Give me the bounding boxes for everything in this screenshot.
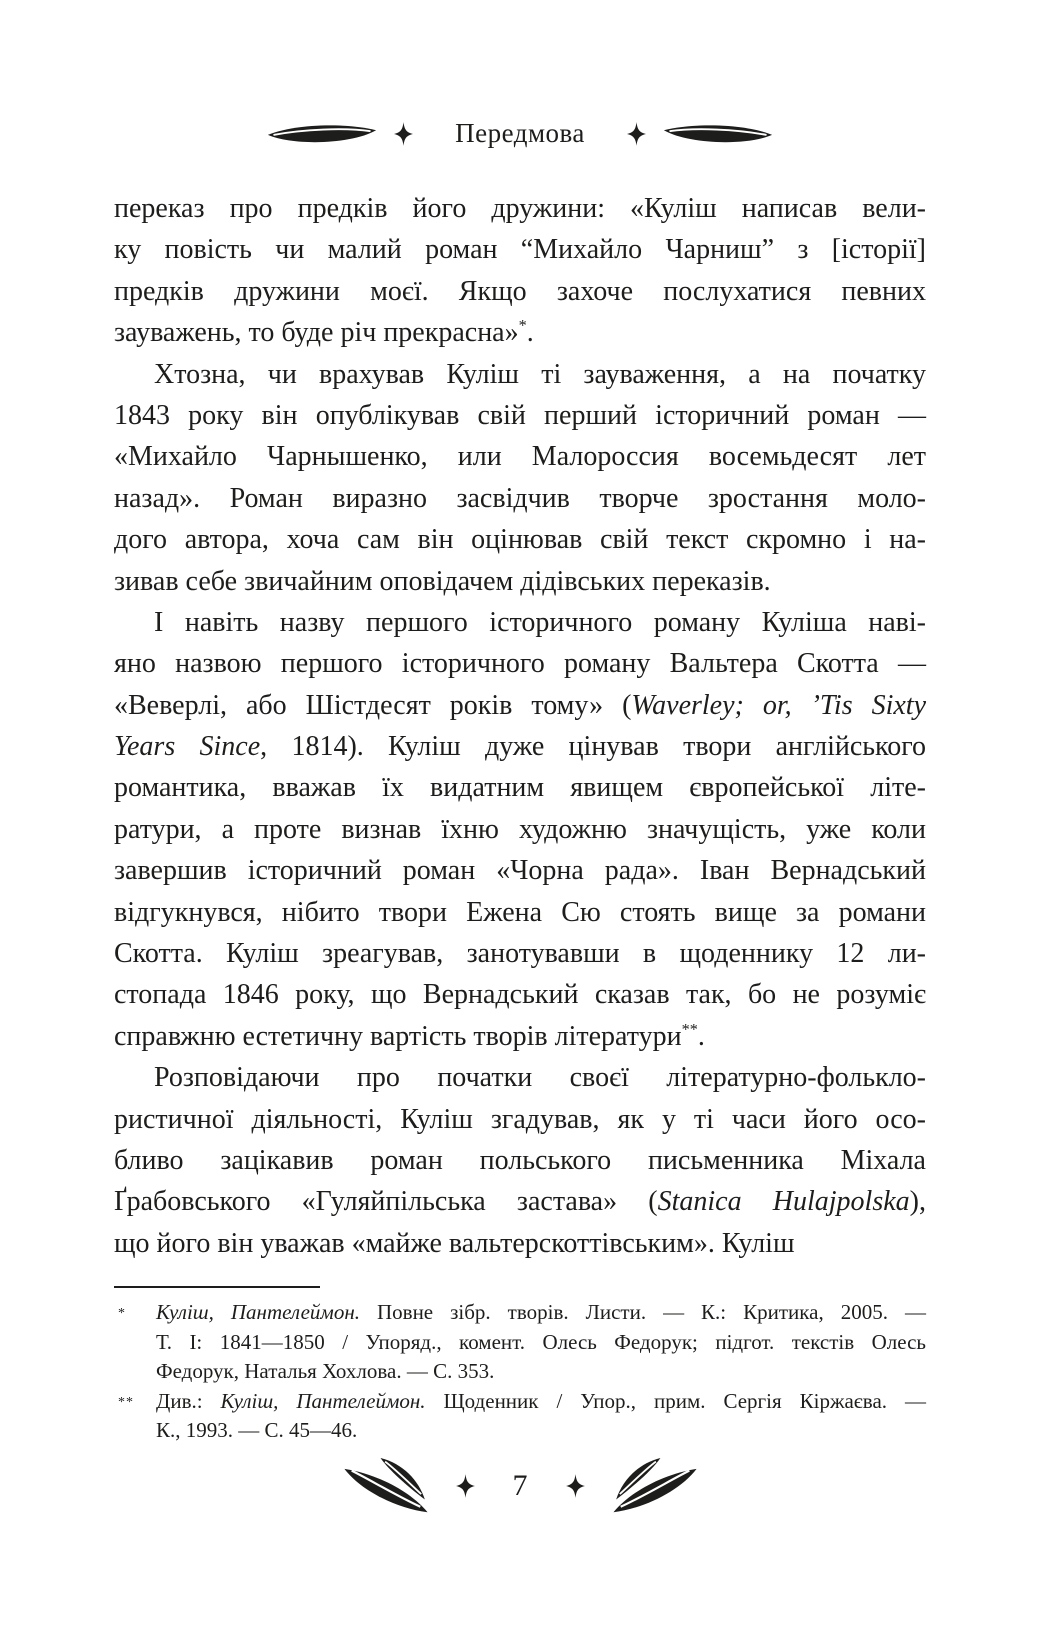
footnote-line: [156, 1357, 926, 1387]
text-line: [114, 188, 926, 229]
text-line: [114, 229, 926, 270]
footnote-line: [156, 1387, 926, 1417]
leaf-sprig-left: [340, 1458, 432, 1514]
text-segment: дого автора, хоча сам він оцінював свій текст скромно і на-: [114, 524, 926, 556]
paragraph: [114, 1057, 926, 1264]
text-segment: Щоденник / Упор., прим. Сергія Кіржаєва. —: [425, 1388, 926, 1413]
text-segment: що його він уважав «майже вальтерскоттівським». Куліш: [114, 1227, 795, 1259]
text-line: [114, 478, 926, 519]
text-segment: І навіть назву першого історичного роману Куліша наві-: [154, 606, 926, 638]
footnote-marker: **: [118, 1394, 134, 1410]
text-line: [114, 974, 926, 1015]
star-ornament-footer-right: [566, 1471, 585, 1501]
text-segment: завершив історичний роман «Чорна рада». Іван Вернадський: [114, 855, 926, 887]
page-footer: [0, 1458, 1040, 1514]
text-segment: зауважень, то буде річ прекрасна»: [114, 317, 519, 349]
text-line: [114, 312, 926, 353]
text-segment: Stanica Hulajpolska: [657, 1186, 910, 1218]
text-line: [114, 643, 926, 684]
page-number: 7: [512, 1469, 528, 1502]
text-line: [114, 519, 926, 560]
text-line: [114, 1223, 926, 1264]
text-segment: Т. І: 1841—1850 / Упоряд., комент. Олесь Федорук; підгот. текстів Олесь: [156, 1329, 926, 1354]
text-segment: яно назвою першого історичного роману Вальтера Скотта —: [114, 648, 926, 680]
star-ornament-left: [394, 119, 413, 149]
text-line: [114, 602, 926, 643]
leaf-ornament-right: [662, 121, 774, 147]
text-segment: , 1814). Куліш дуже цінував твори англійського: [260, 731, 927, 763]
footnote-line: [156, 1416, 926, 1446]
text-segment: Ґрабовського «Гуляйпільська застава» (: [114, 1186, 658, 1218]
text-segment: Хтозна, чи врахував Куліш ті зауваження, а на початку: [154, 358, 926, 390]
text-line: [114, 809, 926, 850]
text-segment: справжню естетичну вартість творів літератури: [114, 1020, 682, 1052]
text-line: [114, 436, 926, 477]
text-segment: стопада 1846 року, що Вернадський сказав так, бо не розуміє: [114, 979, 926, 1011]
leaf-sprig-right: [609, 1458, 701, 1514]
footnote-ref-marker: *: [518, 316, 527, 335]
chapter-title: Передмова: [455, 118, 585, 148]
paragraph: [114, 188, 926, 354]
text-segment: романтика, вважав їх видатним явищем європейської літе-: [114, 772, 926, 804]
text-segment: ристичної діяльності, Куліш згадував, як у ті часи його осо-: [114, 1103, 926, 1135]
text-segment: ку повість чи малий роман “Михайло Чарниш” з [історії]: [114, 234, 926, 266]
text-segment: Скотта. Куліш зреагував, занотувавши в щоденнику 12 ли-: [114, 938, 926, 970]
text-segment: відгукнувся, нібито твори Ежена Сю стоять вище за романи: [114, 896, 926, 928]
leaf-ornament-left: [266, 121, 378, 147]
footnote-line: [156, 1298, 926, 1328]
text-segment: .: [526, 317, 534, 349]
text-segment: ),: [909, 1186, 926, 1218]
text-segment: Куліш, Пантелеймон.: [156, 1300, 360, 1324]
text-line: [114, 1057, 926, 1098]
footnote-ref-marker: **: [681, 1020, 698, 1039]
body-text: [114, 188, 926, 1264]
footnote-item: [114, 1298, 926, 1387]
text-line: [114, 767, 926, 808]
paragraph: [114, 354, 926, 602]
text-segment: Куліш, Пантелеймон.: [220, 1388, 426, 1413]
text-segment: назад». Роман виразно засвідчив творче зростання моло-: [114, 482, 926, 514]
text-line: [114, 850, 926, 891]
paragraph: [114, 602, 926, 1057]
chapter-header: [0, 118, 1040, 149]
text-segment: .: [697, 1020, 705, 1052]
text-segment: Див.:: [156, 1388, 221, 1413]
text-line: [114, 726, 926, 767]
text-line: [114, 354, 926, 395]
text-line: [114, 1140, 926, 1181]
text-segment: Федорук, Наталья Хохлова. — С. 353.: [156, 1359, 495, 1384]
text-segment: Years Since: [114, 731, 261, 763]
text-line: [114, 1099, 926, 1140]
text-segment: К., 1993. — С. 45—46.: [156, 1418, 358, 1443]
text-segment: Повне зібр. творів. Листи. — К.: Критика, 2005. —: [360, 1300, 926, 1324]
footnote-marker: *: [118, 1306, 126, 1321]
text-line: [114, 685, 926, 726]
footnote-item: [114, 1387, 926, 1446]
text-line: [114, 1181, 926, 1222]
text-segment: «Веверлі, або Шістдесят років тому» (: [114, 689, 632, 721]
footnote-line: [156, 1328, 926, 1358]
text-segment: Waverley; or, ’Tis Sixty: [631, 689, 926, 721]
text-segment: ратури, а проте визнав їхню художню значущість, уже коли: [114, 813, 926, 845]
text-line: [114, 395, 926, 436]
star-ornament-right: [627, 119, 646, 149]
text-line: [114, 271, 926, 312]
text-segment: переказ про предків його дружини: «Куліш написав вели-: [114, 193, 926, 224]
footnotes: [114, 1298, 926, 1446]
text-line: [114, 1016, 926, 1057]
text-line: [114, 933, 926, 974]
text-segment: зивав себе звичайним оповідачем дідівських переказів.: [114, 565, 771, 597]
text-segment: предків дружини моєї. Якщо захоче послухатися певних: [114, 275, 926, 307]
text-segment: «Михайло Чарнышенко, или Малороссия восемьдесят лет: [114, 441, 926, 473]
star-ornament-footer-left: [456, 1471, 475, 1501]
text-segment: Розповідаючи про початки своєї літературно-фолькло-: [154, 1062, 926, 1094]
text-segment: 1843 року він опублікував свій перший історичний роман —: [114, 399, 926, 431]
text-line: [114, 892, 926, 933]
text-segment: бливо зацікавив роман польського письменника Міхала: [114, 1144, 926, 1176]
footnote-separator: [114, 1286, 320, 1288]
text-line: [114, 561, 926, 602]
